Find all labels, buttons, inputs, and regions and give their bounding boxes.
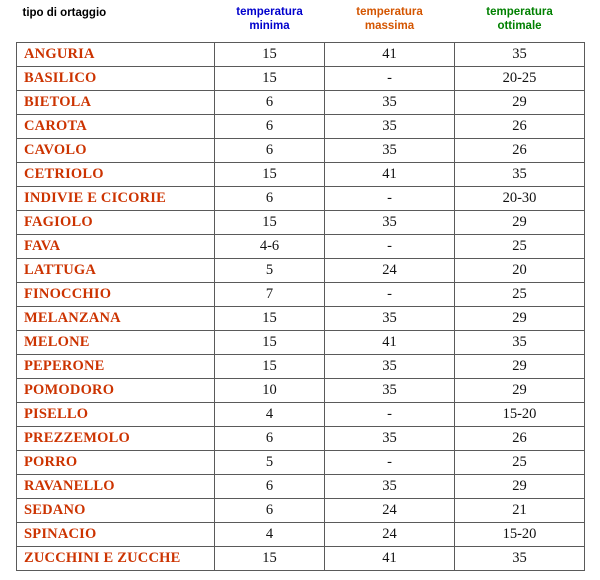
column-header-min-temperature xyxy=(215,2,325,42)
cell-min-temperature: 6 xyxy=(215,90,325,114)
cell-min-temperature: 7 xyxy=(215,282,325,306)
cell-optimal-temperature: 15-20 xyxy=(455,402,585,426)
cell-max-temperature: 35 xyxy=(325,474,455,498)
cell-max-temperature: 24 xyxy=(325,498,455,522)
cell-max-temperature: 35 xyxy=(325,426,455,450)
table-row xyxy=(17,546,585,570)
cell-optimal-temperature: 29 xyxy=(455,354,585,378)
cell-vegetable-name: SEDANO xyxy=(17,498,215,522)
cell-max-temperature: 35 xyxy=(325,90,455,114)
table-row xyxy=(17,66,585,90)
table-row xyxy=(17,210,585,234)
cell-vegetable-name: PEPERONE xyxy=(17,354,215,378)
table-row xyxy=(17,258,585,282)
table-row xyxy=(17,90,585,114)
cell-min-temperature: 15 xyxy=(215,162,325,186)
cell-min-temperature: 15 xyxy=(215,42,325,66)
table-row xyxy=(17,234,585,258)
column-header-min-line1: temperatura xyxy=(236,6,303,18)
cell-optimal-temperature: 26 xyxy=(455,114,585,138)
column-header-vegetable-line1: tipo di ortaggio xyxy=(22,7,107,19)
cell-max-temperature: - xyxy=(325,450,455,474)
cell-vegetable-name: INDIVIE E CICORIE xyxy=(17,186,215,210)
table-row xyxy=(17,282,585,306)
cell-min-temperature: 5 xyxy=(215,450,325,474)
cell-vegetable-name: PORRO xyxy=(17,450,215,474)
cell-vegetable-name: FINOCCHIO xyxy=(17,282,215,306)
cell-vegetable-name: RAVANELLO xyxy=(17,474,215,498)
cell-max-temperature: 35 xyxy=(325,354,455,378)
cell-min-temperature: 6 xyxy=(215,138,325,162)
table-row xyxy=(17,306,585,330)
cell-optimal-temperature: 15-20 xyxy=(455,522,585,546)
cell-vegetable-name: CAVOLO xyxy=(17,138,215,162)
cell-min-temperature: 10 xyxy=(215,378,325,402)
column-header-optimal-temperature xyxy=(455,2,585,42)
cell-vegetable-name: PISELLO xyxy=(17,402,215,426)
cell-optimal-temperature: 25 xyxy=(455,234,585,258)
column-header-opt-line2: ottimale xyxy=(497,20,542,33)
cell-optimal-temperature: 35 xyxy=(455,546,585,570)
cell-max-temperature: 35 xyxy=(325,138,455,162)
cell-optimal-temperature: 29 xyxy=(455,474,585,498)
cell-max-temperature: 35 xyxy=(325,378,455,402)
cell-optimal-temperature: 26 xyxy=(455,138,585,162)
cell-min-temperature: 6 xyxy=(215,186,325,210)
table-row xyxy=(17,42,585,66)
cell-min-temperature: 15 xyxy=(215,354,325,378)
cell-max-temperature: 41 xyxy=(325,330,455,354)
cell-min-temperature: 15 xyxy=(215,66,325,90)
table-row xyxy=(17,186,585,210)
cell-min-temperature: 6 xyxy=(215,474,325,498)
cell-vegetable-name: MELONE xyxy=(17,330,215,354)
cell-vegetable-name: BASILICO xyxy=(17,66,215,90)
cell-optimal-temperature: 29 xyxy=(455,210,585,234)
table-row xyxy=(17,354,585,378)
cell-optimal-temperature: 20-25 xyxy=(455,66,585,90)
cell-min-temperature: 15 xyxy=(215,546,325,570)
cell-max-temperature: - xyxy=(325,234,455,258)
cell-optimal-temperature: 25 xyxy=(455,282,585,306)
column-header-opt-line1: temperatura xyxy=(486,6,553,18)
table-row xyxy=(17,498,585,522)
cell-min-temperature: 6 xyxy=(215,498,325,522)
cell-max-temperature: 35 xyxy=(325,114,455,138)
table-row xyxy=(17,162,585,186)
cell-vegetable-name: SPINACIO xyxy=(17,522,215,546)
cell-optimal-temperature: 35 xyxy=(455,162,585,186)
cell-optimal-temperature: 26 xyxy=(455,426,585,450)
cell-min-temperature: 4-6 xyxy=(215,234,325,258)
document-sheet xyxy=(0,2,600,580)
cell-max-temperature: - xyxy=(325,282,455,306)
cell-max-temperature: 41 xyxy=(325,162,455,186)
table-row xyxy=(17,474,585,498)
cell-optimal-temperature: 21 xyxy=(455,498,585,522)
cell-max-temperature: 41 xyxy=(325,42,455,66)
vegetable-temperature-table xyxy=(16,2,585,571)
cell-optimal-temperature: 29 xyxy=(455,306,585,330)
cell-vegetable-name: FAGIOLO xyxy=(17,210,215,234)
table-row xyxy=(17,450,585,474)
table-row xyxy=(17,330,585,354)
table-row xyxy=(17,138,585,162)
cell-vegetable-name: FAVA xyxy=(17,234,215,258)
cell-vegetable-name: ANGURIA xyxy=(17,42,215,66)
cell-max-temperature: 24 xyxy=(325,258,455,282)
column-header-max-temperature xyxy=(325,2,455,42)
cell-min-temperature: 4 xyxy=(215,522,325,546)
column-header-min-line2: minima xyxy=(249,20,290,33)
cell-vegetable-name: ZUCCHINI E ZUCCHE xyxy=(17,546,215,570)
cell-vegetable-name: POMODORO xyxy=(17,378,215,402)
table-row xyxy=(17,402,585,426)
column-header-max-line2: massima xyxy=(364,20,415,33)
cell-optimal-temperature: 25 xyxy=(455,450,585,474)
cell-optimal-temperature: 20 xyxy=(455,258,585,282)
table-header-row xyxy=(17,2,585,42)
cell-min-temperature: 6 xyxy=(215,426,325,450)
cell-vegetable-name: CAROTA xyxy=(17,114,215,138)
cell-min-temperature: 6 xyxy=(215,114,325,138)
table-row xyxy=(17,378,585,402)
cell-max-temperature: 24 xyxy=(325,522,455,546)
cell-optimal-temperature: 35 xyxy=(455,330,585,354)
table-row xyxy=(17,426,585,450)
cell-max-temperature: - xyxy=(325,66,455,90)
column-header-max-line1: temperatura xyxy=(356,6,423,18)
cell-min-temperature: 15 xyxy=(215,330,325,354)
column-header-vegetable xyxy=(17,2,215,42)
cell-optimal-temperature: 20-30 xyxy=(455,186,585,210)
table-row xyxy=(17,522,585,546)
cell-optimal-temperature: 35 xyxy=(455,42,585,66)
table-row xyxy=(17,114,585,138)
cell-vegetable-name: BIETOLA xyxy=(17,90,215,114)
cell-vegetable-name: MELANZANA xyxy=(17,306,215,330)
cell-max-temperature: - xyxy=(325,186,455,210)
table-header xyxy=(17,2,585,42)
cell-min-temperature: 15 xyxy=(215,306,325,330)
cell-min-temperature: 5 xyxy=(215,258,325,282)
cell-optimal-temperature: 29 xyxy=(455,378,585,402)
cell-max-temperature: 41 xyxy=(325,546,455,570)
cell-vegetable-name: CETRIOLO xyxy=(17,162,215,186)
cell-vegetable-name: LATTUGA xyxy=(17,258,215,282)
cell-vegetable-name: PREZZEMOLO xyxy=(17,426,215,450)
cell-max-temperature: 35 xyxy=(325,306,455,330)
table-body xyxy=(17,42,585,570)
cell-max-temperature: 35 xyxy=(325,210,455,234)
cell-max-temperature: - xyxy=(325,402,455,426)
cell-optimal-temperature: 29 xyxy=(455,90,585,114)
cell-min-temperature: 15 xyxy=(215,210,325,234)
cell-min-temperature: 4 xyxy=(215,402,325,426)
